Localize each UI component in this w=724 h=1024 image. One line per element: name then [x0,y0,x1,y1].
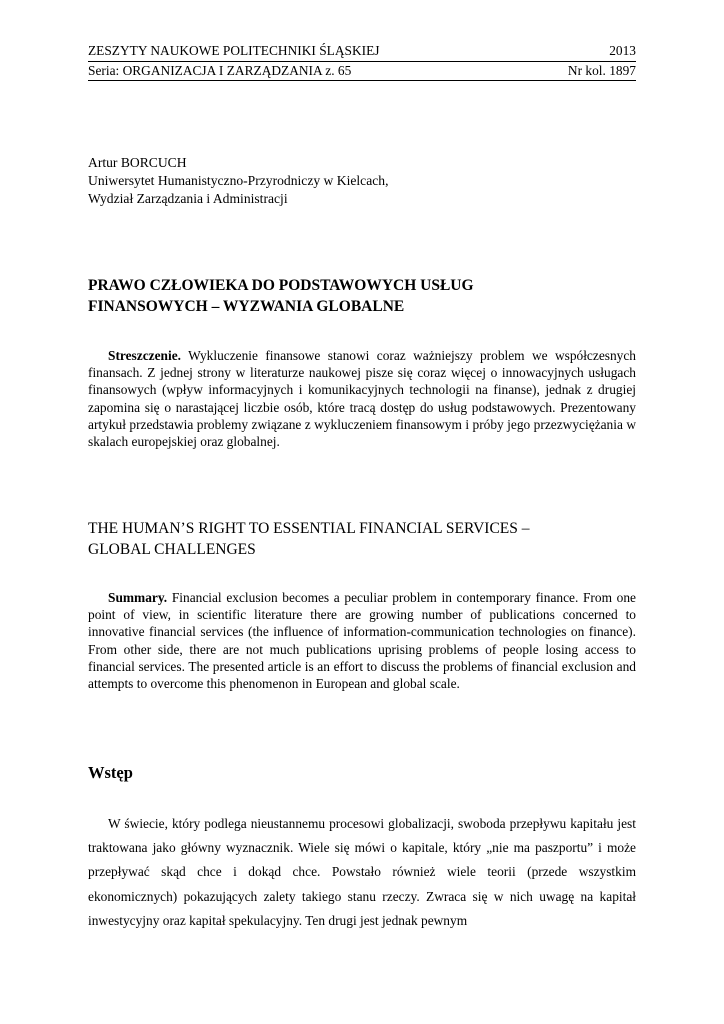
title-polish-line1: PRAWO CZŁOWIEKA DO PODSTAWOWYCH USŁUG [88,277,474,294]
title-english-line2: GLOBAL CHALLENGES [88,541,256,558]
journal-name: ZESZYTY NAUKOWE POLITECHNIKI ŚLĄSKIEJ [88,43,380,58]
abstract-english [88,589,636,692]
abstract-polish-text: Wykluczenie finansowe stanowi coraz ważniejszy problem we współczesnych finansach. Z jednej strony w literaturze naukowej pisze się coraz więcej o innowacyjnych usługach finansowych (wpływ informacyjnych i komunikacyjnych technologii na finanse), jednak z drugiej zapomina się o narastającej liczbie osób, które tracą dostęp do usług podstawowych. Prezentowany artykuł przedstawia problemy związane z wykluczeniem finansowym i próby jego przezwyciężania w skalach europejskiej oraz globalnej. [88,348,637,450]
abstract-polish [88,347,636,450]
title-polish [88,275,636,317]
body-paragraph: W świecie, który podlega nieustannemu procesowi globalizacji, swoboda przepływu kapitału jest traktowana jako główny wyznacznik. Wiele się mówi o kapitale, który „nie ma paszportu” i może przepływać skąd chce i dokąd chce. Powstało również wiele teorii (przede wszystkim ekonomicznych) pokazujących zalety takiego stanu rzeczy. Zwraca się w nich uwagę na kapitał inwestycyjny oraz kapitał spekulacyjny. Ten drugi jest jednak pewnym [88,816,636,928]
abstract-polish-label: Streszczenie. [108,348,181,363]
title-polish-line2: FINANSOWYCH – WYZWANIA GLOBALNE [88,298,405,315]
series-name: Seria: ORGANIZACJA I ZARZĄDZANIA z. 65 [88,63,352,78]
header-rule-bottom [88,80,636,81]
section-heading: Wstęp [88,763,133,782]
author-block [88,154,636,208]
abstract-english-label: Summary. [108,590,168,605]
publication-year: 2013 [609,43,636,58]
running-header-bottom [88,63,636,79]
header-rule-top [88,61,636,62]
author-affiliation-line1: Uniwersytet Humanistyczno-Przyrodniczy w Kielcach, [88,173,389,188]
author-affiliation-line2: Wydział Zarządzania i Administracji [88,191,288,206]
author-name: Artur BORCUCH [88,155,187,170]
running-header-top [88,43,636,59]
abstract-english-text: Financial exclusion becomes a peculiar problem in contemporary finance. From one point of view, in scientific literature there are growing number of publications concerned to innovative financial services (the influence of information-communication technologies on finance). From other side, there are not much publications uprising problems of people losing access to financial services. The presented article is an effort to discuss the problems of financial exclusion and attempts to overcome this phenomenon in European and global scale. [88,590,636,692]
title-english-line1: THE HUMAN’S RIGHT TO ESSENTIAL FINANCIAL SERVICES – [88,520,530,537]
title-english [88,518,636,560]
issue-number: Nr kol. 1897 [567,63,636,78]
